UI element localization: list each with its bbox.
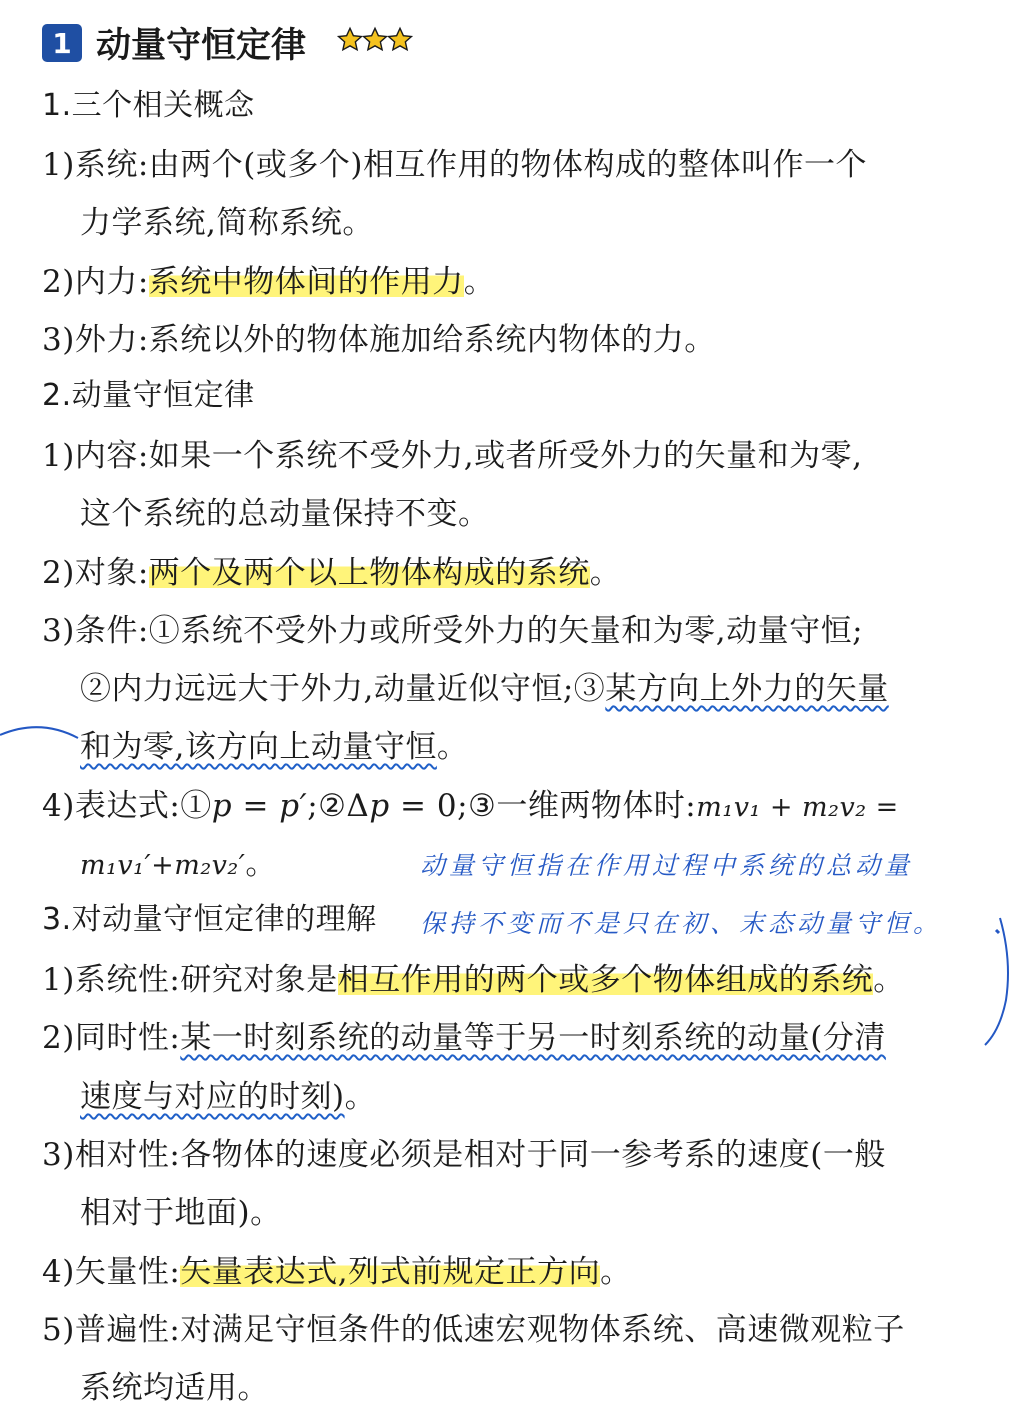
wavy-underlined-text: 和为零,该方向上动量守恒 <box>80 729 437 765</box>
punct: 。 <box>245 846 277 882</box>
ink-dot <box>996 930 999 933</box>
section-number-badge <box>42 24 82 62</box>
wavy-underlined-text: 某一时刻系统的动量等于另一时刻系统的动量(分清 <box>180 1020 886 1056</box>
plain-text: ②内力远远大于外力,动量近似守恒;③ <box>80 671 606 707</box>
highlight-text: 系统中物体间的作用力 <box>148 264 464 300</box>
wavy-underlined-text: 速度与对应的时刻) <box>80 1079 345 1115</box>
item-relativity: 3)相对性:各物体的速度必须是相对于同一参考系的速度(一般 <box>42 1137 886 1173</box>
highlight-text: 矢量表达式,列式前规定正方向 <box>180 1254 601 1290</box>
star-icon <box>361 26 389 54</box>
item-label: 2)内力: <box>42 264 149 300</box>
ink-curve-left <box>0 727 78 738</box>
item-condition: 3)条件:①系统不受外力或所受外力的矢量和为零,动量守恒; <box>42 613 864 649</box>
item-content: 1)内容:如果一个系统不受外力,或者所受外力的矢量和为零, <box>42 438 863 474</box>
formula: m₁v₁ + m₂v₂ = <box>696 792 899 823</box>
item-label: 4)矢量性: <box>42 1254 181 1290</box>
badge-number: 1 <box>52 26 72 60</box>
highlight-text: 两个及两个以上物体构成的系统 <box>148 555 590 591</box>
item-label: 2)对象: <box>42 555 149 591</box>
plain-text: = 0;③一维两物体时: <box>389 788 697 824</box>
wavy-underlined-text: 某方向上外力的矢量 <box>605 671 889 707</box>
item-external-force: 3)外力:系统以外的物体施加给系统内物体的力。 <box>42 322 716 358</box>
section-heading-law: 2.动量守恒定律 <box>42 378 255 413</box>
section-heading-concepts: 1.三个相关概念 <box>42 88 255 123</box>
punct: 。 <box>600 1254 632 1290</box>
handwritten-note-line1: 动量守恒指在作用过程中系统的总动量 <box>420 851 914 880</box>
punct: 。 <box>344 1079 377 1115</box>
item-condition-cont <box>80 667 889 711</box>
punct: 。 <box>436 729 469 765</box>
formula: p = p′ <box>211 788 308 824</box>
item-expression-cont <box>80 842 277 888</box>
punct: 。 <box>463 264 496 300</box>
punct: 。 <box>589 555 622 591</box>
item-simultaneity <box>42 1016 886 1060</box>
item-relativity-cont: 相对于地面)。 <box>80 1195 282 1231</box>
ink-curve-right <box>985 918 1008 1045</box>
plain-text: 4)表达式:① <box>42 788 212 824</box>
handwritten-note-line2: 保持不变而不是只在初、末态动量守恒。 <box>420 909 943 938</box>
star-icon <box>386 26 414 54</box>
item-systematic <box>42 958 905 1002</box>
item-system-cont: 力学系统,简称系统。 <box>80 205 374 241</box>
highlight-text: 相互作用的两个或多个物体组成的系统 <box>337 962 874 998</box>
item-condition-cont2 <box>80 725 468 769</box>
item-object <box>42 551 621 595</box>
section-heading-understanding: 3.对动量守恒定律的理解 <box>42 902 377 937</box>
formula: p <box>369 788 390 824</box>
item-content-cont: 这个系统的总动量保持不变。 <box>80 496 490 532</box>
item-label: 1)系统性:研究对象是 <box>42 962 338 998</box>
plain-text: ;②Δ <box>307 788 370 824</box>
punct: 。 <box>873 962 905 998</box>
item-expression <box>42 784 899 830</box>
formula: m₁v₁′+m₂v₂′ <box>80 850 246 881</box>
star-icon <box>336 26 364 54</box>
item-internal-force <box>42 260 495 304</box>
difficulty-stars <box>336 26 411 60</box>
item-system: 1)系统:由两个(或多个)相互作用的物体构成的整体叫作一个 <box>42 147 867 183</box>
page-title: 动量守恒定律 <box>96 26 307 66</box>
item-universality-cont: 系统均适用。 <box>80 1370 269 1406</box>
item-label: 2)同时性: <box>42 1020 181 1056</box>
item-simultaneity-cont <box>80 1075 376 1119</box>
item-vector <box>42 1250 632 1294</box>
item-universality: 5)普遍性:对满足守恒条件的低速宏观物体系统、高速微观粒子 <box>42 1312 905 1348</box>
